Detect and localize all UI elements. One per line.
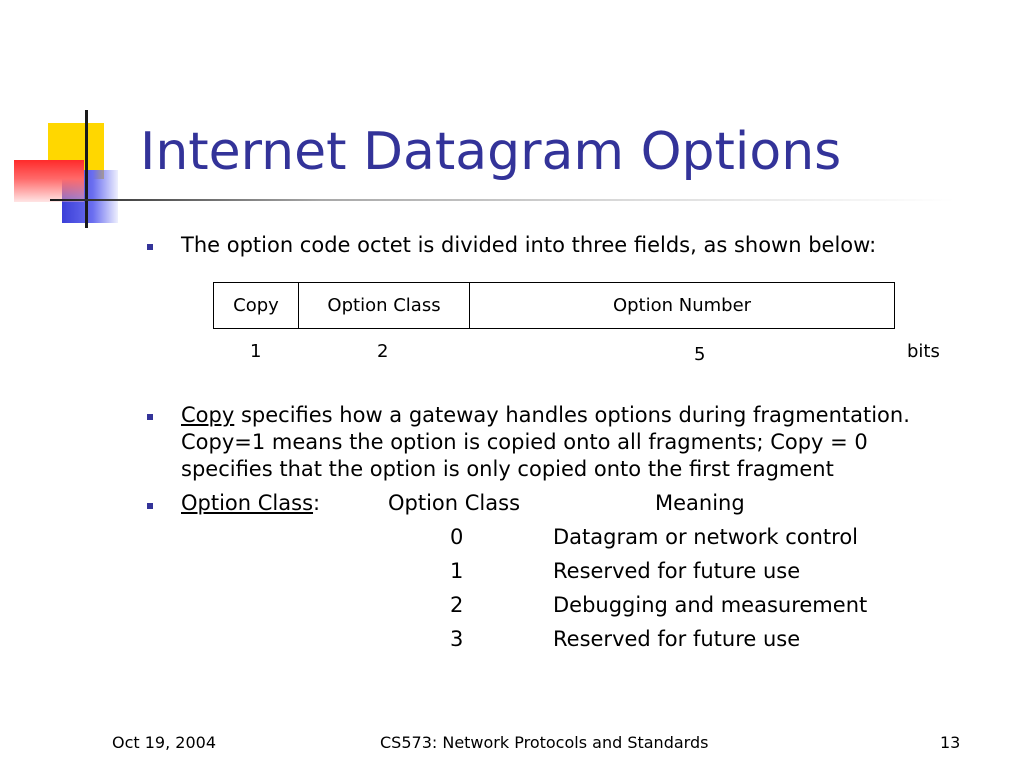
class-row-code: 1 [450,559,464,583]
bullet-intro: The option code octet is divided into three fields, as shown below: [181,233,877,257]
class-table-header-code: Option Class [388,491,521,515]
class-table-header-meaning: Meaning [655,491,745,515]
bullet-marker [147,414,153,420]
copy-term: Copy [181,403,235,427]
title-underline-rule [50,199,955,201]
field-option-number: Option Number [612,295,752,316]
bullet-marker [147,244,153,250]
slide-title: Internet Datagram Options [140,122,842,182]
field-option-class: Option Class [299,283,470,328]
copy-description: specifies how a gateway handles options during fragmentation. [234,403,910,427]
bits-copy: 1 [250,341,262,362]
bullet-marker [147,503,153,509]
class-row-meaning: Reserved for future use [553,559,801,583]
bullet-copy-line2: Copy=1 means the option is copied onto all fragments; Copy = 0 [181,430,868,454]
class-row-meaning: Debugging and measurement [553,593,868,617]
footer-date: Oct 19, 2004 [112,733,216,752]
class-row-meaning: Datagram or network control [553,525,859,549]
footer-page-number: 13 [940,733,961,752]
class-row-meaning: Reserved for future use [553,627,801,651]
bullet-copy-line3: specifies that the option is only copied onto the first fragment [181,457,834,481]
logo-vertical-line [85,110,88,228]
bits-option-class: 2 [377,341,389,362]
footer-course: CS573: Network Protocols and Standards [380,733,709,752]
class-row-code: 0 [450,525,464,549]
bullet-copy-line1 [181,401,910,429]
class-row-code: 3 [450,627,464,651]
option-class-colon: : [313,491,321,515]
bits-option-number: 5 [694,344,706,365]
option-octet-diagram [213,282,895,329]
field-copy: Copy [214,283,299,328]
option-class-term: Option Class [181,491,314,515]
bullet-option-class [181,489,320,517]
class-row-code: 2 [450,593,464,617]
logo-red-square [14,160,84,202]
bits-unit-label: bits [907,341,940,362]
